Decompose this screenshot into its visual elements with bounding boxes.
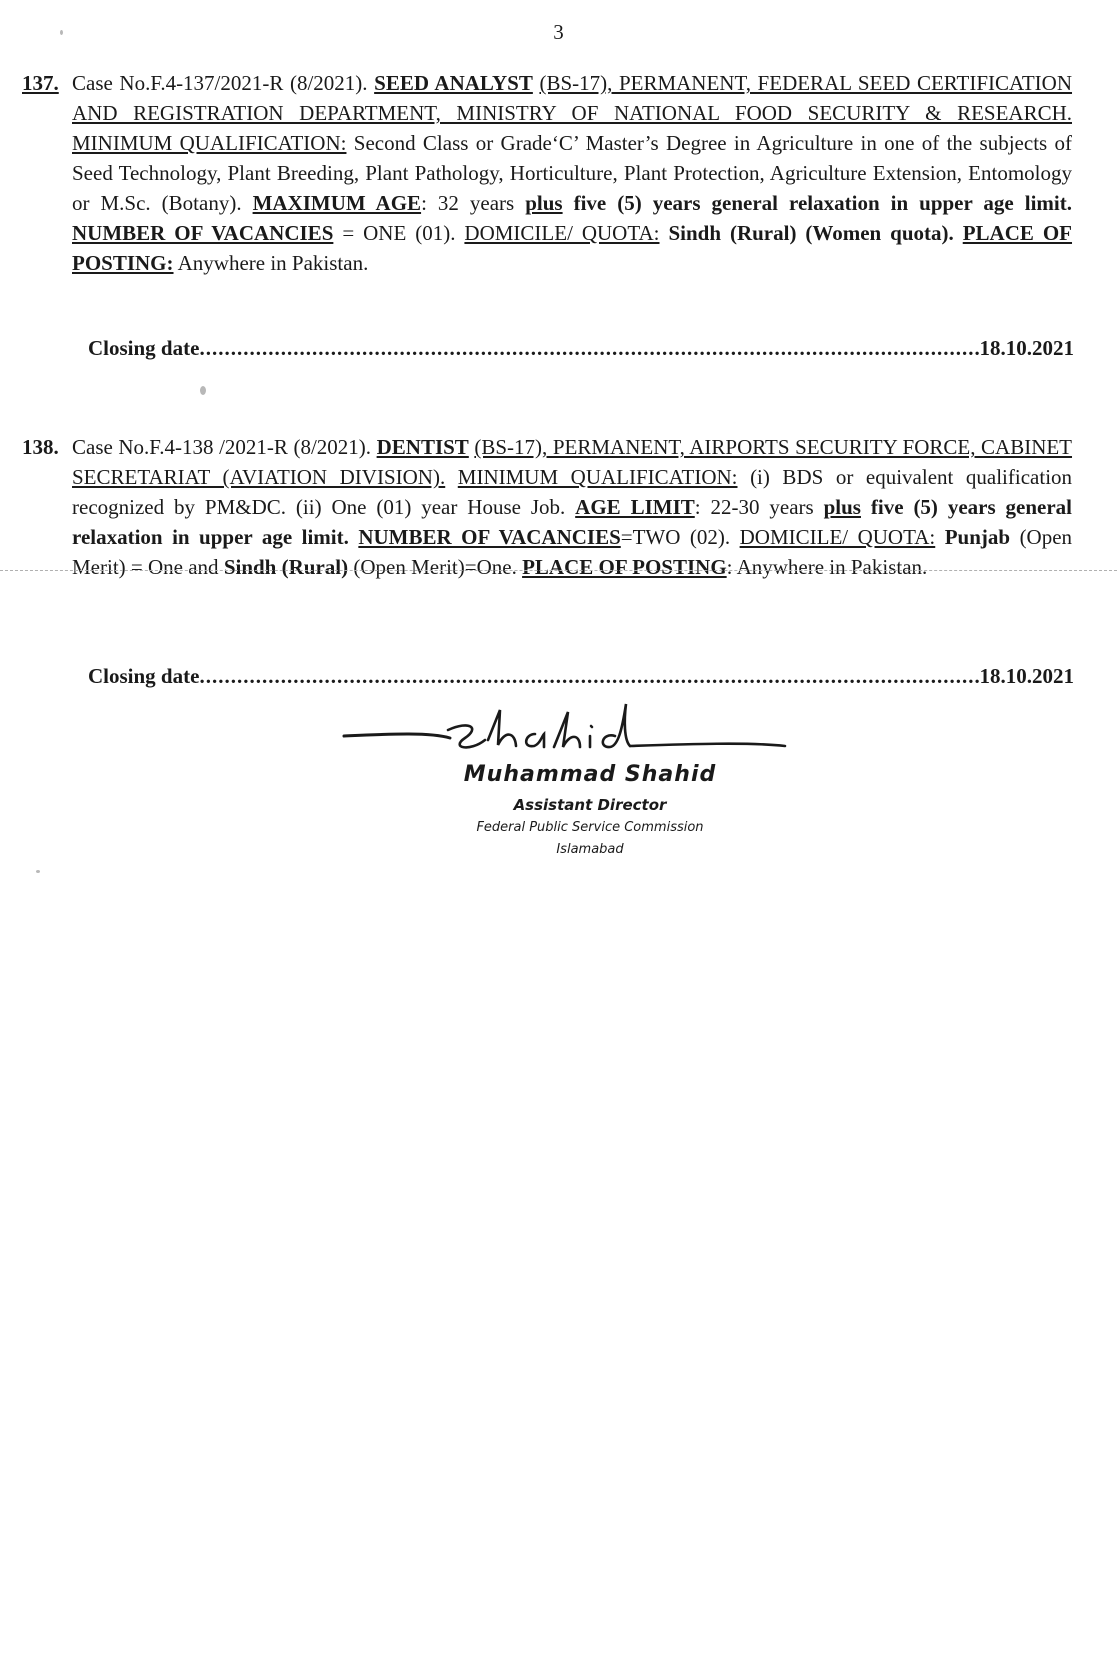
closing-date-value: 18.10.2021 xyxy=(979,664,1074,688)
closing-date-137 xyxy=(88,336,1074,361)
closing-date-138 xyxy=(88,664,1074,689)
dot-leader xyxy=(199,336,979,361)
vacancies-label: NUMBER OF VACANCIES xyxy=(72,221,334,245)
handwritten-signature xyxy=(330,700,850,770)
age-label: MAXIMUM AGE xyxy=(252,191,422,215)
post-title: SEED ANALYST xyxy=(374,71,533,95)
domicile-label: DOMICILE/ QUOTA: xyxy=(464,221,660,245)
domicile-value: Sindh (Rural) (Women quota). xyxy=(668,221,954,245)
posting-label: PLACE OF POSTING xyxy=(522,555,727,579)
age-label: AGE LIMIT xyxy=(575,495,695,519)
plus-word: plus xyxy=(525,191,563,215)
case-number: Case No.F.4-137/2021-R (8/2021). xyxy=(72,71,368,95)
post-title: DENTIST xyxy=(376,435,469,459)
qualification-label: MINIMUM QUALIFICATION: xyxy=(457,465,738,489)
age-relaxation: five (5) years general relaxation in upper age limit. xyxy=(72,495,1073,549)
posting-value: : Anywhere in Pakistan. xyxy=(726,555,928,579)
plus-word: plus xyxy=(823,495,861,519)
page-number: 3 xyxy=(553,20,564,44)
entry-number: 137. xyxy=(22,71,59,95)
signer-name: Muhammad Shahid xyxy=(463,762,717,787)
age-value: : 22-30 years xyxy=(694,495,814,519)
signer-title: Assistant Director xyxy=(513,796,667,814)
signature-block xyxy=(330,700,850,880)
domicile-sindh: Sindh (Rural) xyxy=(223,555,349,579)
scan-fold-line xyxy=(0,570,1117,571)
post-detail: (BS-17), PERMANENT, AIRPORTS SECURITY FORCE, CABINET SECRETARIAT (AVIATION DIVISION). xyxy=(72,435,1073,489)
vacancy-entry-137 xyxy=(22,68,1073,278)
scan-speck xyxy=(36,870,40,873)
qualification-label: MINIMUM QUALIFICATION: xyxy=(72,131,347,155)
domicile-punjab-detail: (Open Merit) = One and xyxy=(72,525,1073,579)
closing-label: Closing date xyxy=(88,336,200,360)
vacancy-entry-138 xyxy=(22,432,1073,582)
case-number: Case No.F.4-138 /2021-R (8/2021). xyxy=(72,435,372,459)
age-relaxation: five (5) years general relaxation in upper age limit. xyxy=(573,191,1072,215)
qualification-text: Second Class or Grade‘C’ Master’s Degree in Agriculture in one of the subjects of Seed Technology, Plant Breeding, Plant Pathology, Horticulture, Plant Protection, Agriculture Extension, Entomology or M.Sc. (Botany). xyxy=(72,131,1073,215)
post-detail: (BS-17), PERMANENT, FEDERAL SEED CERTIFICATION AND REGISTRATION DEPARTMENT, MINISTRY OF NATIONAL FOOD SECURITY & RESEARCH. xyxy=(72,71,1073,125)
vacancies-label: NUMBER OF VACANCIES xyxy=(358,525,621,549)
domicile-label: DOMICILE/ QUOTA: xyxy=(739,525,936,549)
vacancies-value: = ONE (01). xyxy=(342,221,456,245)
scan-speck xyxy=(200,386,206,395)
domicile-sindh-detail: (Open Merit)=One. xyxy=(353,555,517,579)
posting-value: Anywhere in Pakistan. xyxy=(177,251,369,275)
vacancies-value: =TWO (02). xyxy=(620,525,731,549)
closing-date-value: 18.10.2021 xyxy=(979,336,1074,360)
dot-leader xyxy=(199,664,979,689)
entry-number: 138. xyxy=(22,435,59,459)
posting-label: PLACE OF POSTING: xyxy=(72,221,1073,275)
signer-organization: Federal Public Service Commission xyxy=(476,820,704,835)
domicile-punjab: Punjab xyxy=(944,525,1011,549)
age-value: : 32 years xyxy=(421,191,515,215)
signer-city: Islamabad xyxy=(556,842,624,857)
closing-label: Closing date xyxy=(88,664,200,688)
scan-speck xyxy=(60,30,63,35)
qualification-text: (i) BDS or equivalent qualification recognized by PM&DC. (ii) One (01) year House Job. xyxy=(72,465,1073,519)
